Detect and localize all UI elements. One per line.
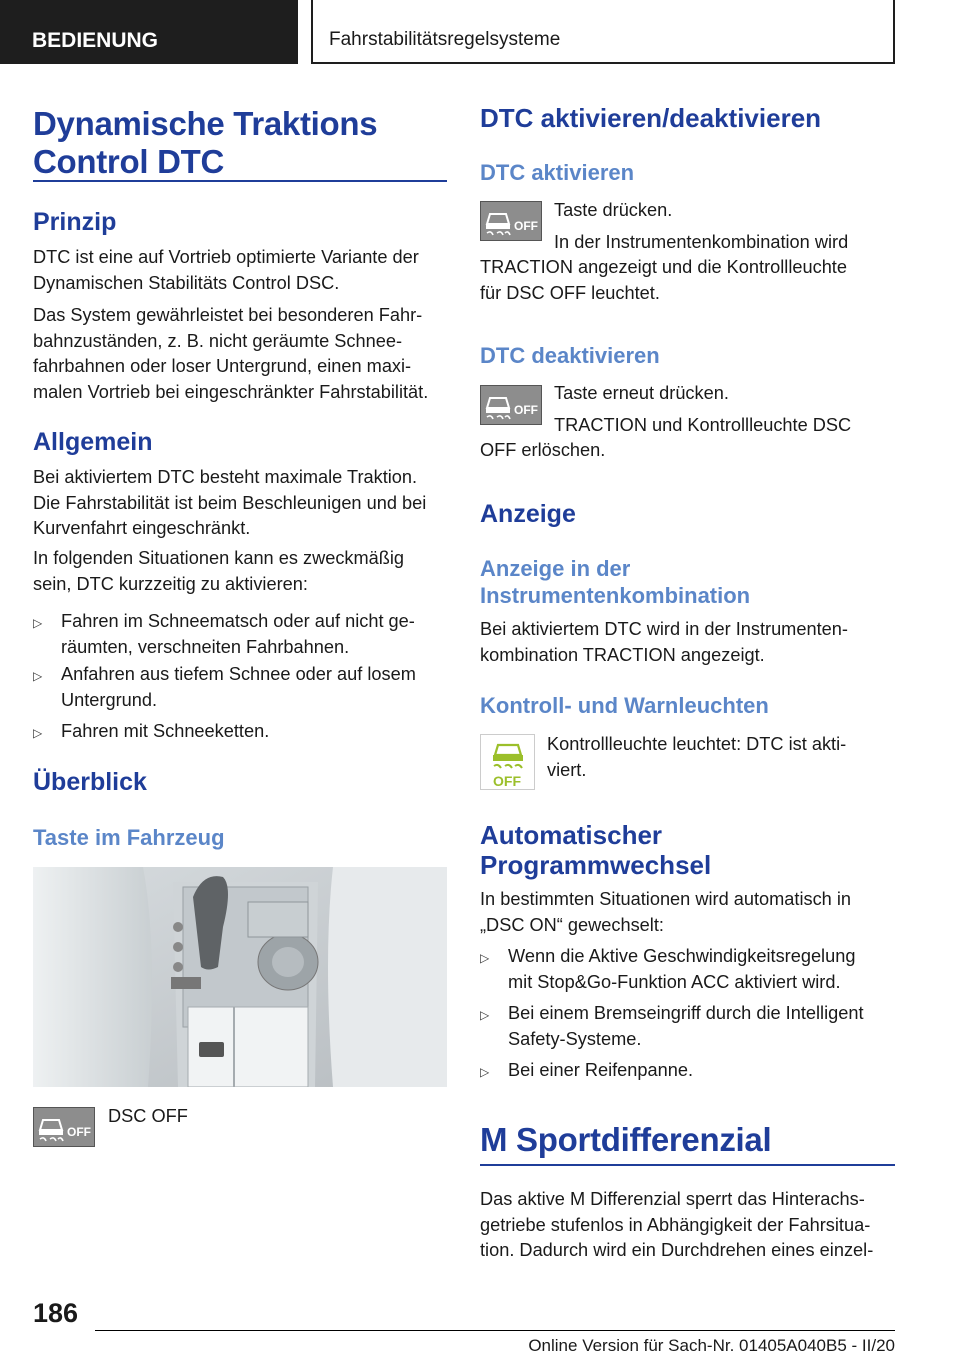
list-item: ▷ Anfahren aus tiefem Schnee oder auf losem Untergrund. [33, 664, 416, 710]
console-photo [33, 867, 447, 1087]
bullet-triangle-icon: ▷ [33, 669, 43, 683]
deakt-text-l2: TRACTION und Kontrollleuchte DSC [554, 415, 852, 435]
msport-heading: M Sportdifferenzial [480, 1121, 772, 1158]
bullet-triangle-icon: ▷ [480, 951, 490, 965]
dtc-indicator-light-icon [480, 734, 535, 790]
dsc-off-button-icon [480, 385, 542, 425]
svg-text:OFF: OFF [514, 219, 538, 233]
akt-step: Taste drücken. [554, 200, 673, 220]
allgemein-paragraph-1: Bei aktiviertem DTC besteht maximale Traktion. Die Fahrstabilität ist beim Beschleunigen und bei Kurvenfahrt eingeschränkt. [33, 467, 427, 538]
svg-text:OFF: OFF [493, 773, 521, 789]
allgemein-heading: Allgemein [33, 428, 153, 456]
akt-heading: DTC aktivieren [480, 160, 635, 185]
msport-rule [480, 1164, 895, 1166]
footer-rule [95, 1330, 895, 1331]
anzeige-heading: Anzeige [480, 500, 576, 528]
ueberblick-heading: Überblick [33, 768, 147, 796]
deakt-step: Taste erneut drücken. [554, 383, 729, 403]
kontroll-text: Kontrollleuchte leuchtet: DTC ist akti- viert. [547, 734, 847, 780]
page-number: 186 [33, 1298, 79, 1328]
anzeige-paragraph: Bei aktiviertem DTC wird in der Instrumenten- kombination TRACTION angezeigt. [480, 619, 848, 665]
title-rule [33, 180, 447, 182]
akt-text: TRACTION angezeigt und die Kontrollleuchte für DSC OFF leuchtet. [480, 257, 847, 303]
bullet-triangle-icon: ▷ [33, 616, 43, 630]
list-item: ▷ Bei einem Bremseingriff durch die Intelligent Safety-Systeme. [480, 1003, 864, 1049]
kontroll-heading: Kontroll- und Warnleuchten [480, 693, 769, 718]
chapter-title: Fahrstabilitätsregelsysteme [311, 0, 895, 64]
bullet-triangle-icon: ▷ [33, 726, 43, 740]
auto-paragraph: In bestimmten Situationen wird automatisch in „DSC ON“ gewechselt: [480, 889, 852, 935]
list-item: ▷ Fahren im Schneematsch oder auf nicht ge- räumten, verschneiten Fahrbahnen. [33, 611, 415, 657]
footer-version: Online Version für Sach-Nr. 01405A040B5 - II/20 [528, 1336, 895, 1355]
icon-caption: DSC OFF [108, 1106, 188, 1126]
dsc-off-button-icon [480, 201, 542, 241]
list-item: ▷ Wenn die Aktive Geschwindigkeitsregelung mit Stop&Go-Funktion ACC aktiviert wird. [480, 946, 856, 992]
deakt-text-l3: OFF erlöschen. [480, 440, 606, 460]
list-item: ▷ Fahren mit Schneeketten. [33, 719, 453, 745]
bullet-triangle-icon: ▷ [480, 1008, 490, 1022]
dtc-heading: DTC aktivieren/deaktivieren [480, 103, 822, 133]
title-line-1: Dynamische Traktions [33, 105, 378, 142]
auto-heading: Automatischer Programmwechsel [480, 820, 712, 880]
taste-heading: Taste im Fahrzeug [33, 825, 225, 850]
page-title [33, 105, 377, 181]
list-item: ▷ Bei einer Reifenpanne. [480, 1058, 900, 1084]
svg-text:OFF: OFF [514, 403, 538, 417]
msport-paragraph: Das aktive M Differenzial sperrt das Hinterachs- getriebe stufenlos in Abhängigkeit der Fahrsitua- tion. Dadurch wird ein Durchdrehen eines einzel- [480, 1189, 874, 1260]
akt-text-l2: In der Instrumentenkombination wird [554, 232, 849, 252]
bullet-triangle-icon: ▷ [480, 1065, 490, 1079]
prinzip-paragraph-1: DTC ist eine auf Vortrieb optimierte Variante der Dynamischen Stabilitäts Control DSC. [33, 247, 419, 293]
anzeige-subheading: Anzeige in der Instrumentenkombination [480, 556, 751, 608]
dsc-off-icon [33, 1107, 95, 1147]
svg-text:OFF: OFF [67, 1125, 91, 1139]
prinzip-heading: Prinzip [33, 208, 117, 236]
prinzip-paragraph-2: Das System gewährleistet bei besonderen Fahr- bahnzuständen, z. B. nicht geräumte Schnee- fahrbahnen oder loser Untergrund, einen maxi- malen Vortrieb bei eingeschränkter Fahrstabilität. [33, 305, 429, 402]
deakt-heading: DTC deaktivieren [480, 343, 660, 368]
allgemein-paragraph-2: In folgenden Situationen kann es zweckmäßig sein, DTC kurzzeitig zu aktivieren: [33, 548, 405, 594]
title-line-2: Control DTC [33, 143, 224, 180]
section-tab: BEDIENUNG [0, 0, 298, 64]
